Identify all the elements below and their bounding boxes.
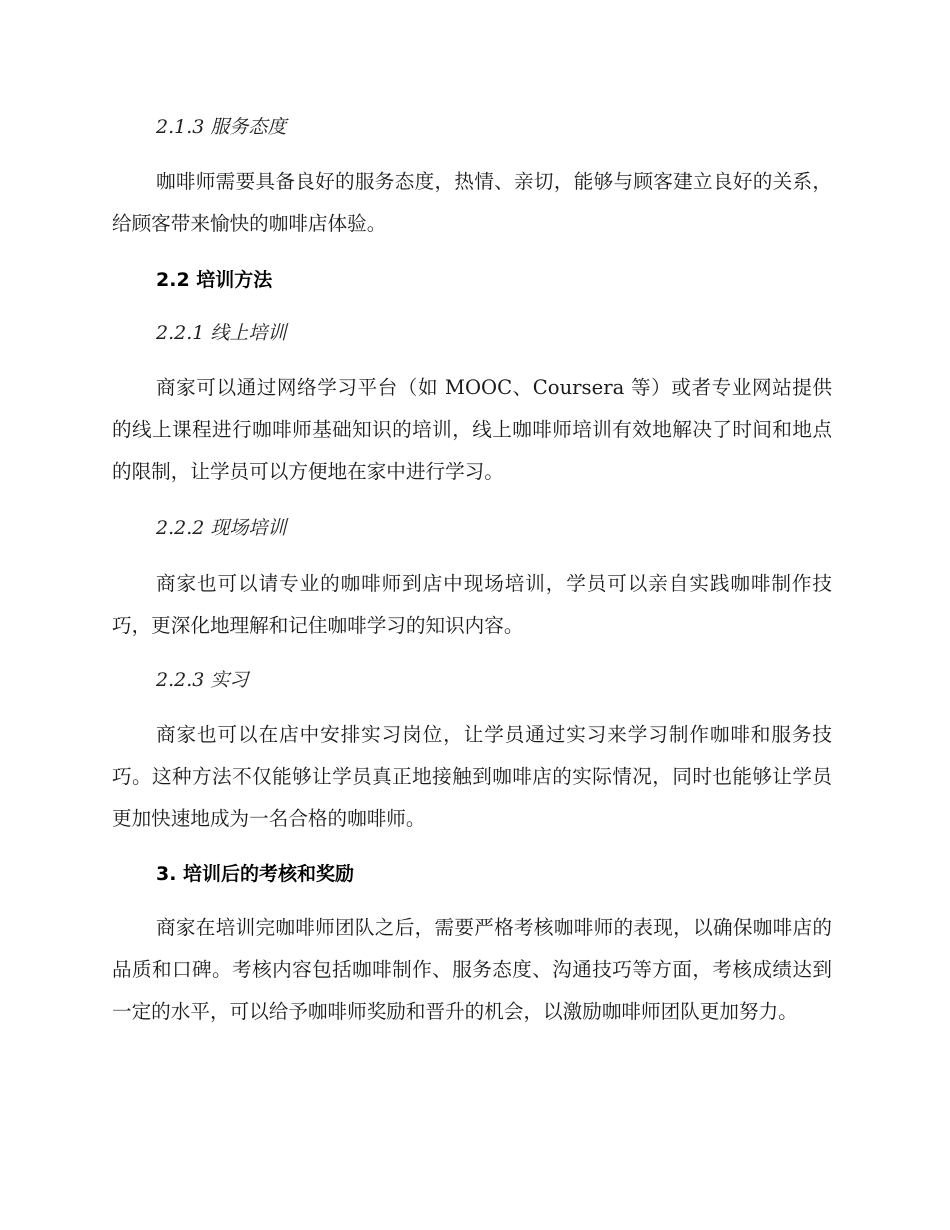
section-heading-3: 3. 培训后的考核和奖励 — [156, 863, 355, 885]
paragraph-assessment-rewards: 商家在培训完咖啡师团队之后，需要严格考核咖啡师的表现，以确保咖啡店的品质和口碑。考核内容包括咖啡制作、服务态度、沟通技巧等方面，考核成绩达到一定的水平，可以给予咖啡师奖励和晋升的机会，以激励咖啡师团队更加努力。 — [112, 916, 832, 1023]
subsection-heading-2-2-3: 2.2.3 实习 — [156, 669, 249, 691]
section-heading-2-2: 2.2 培训方法 — [156, 269, 273, 291]
subsection-heading-2-1-3: 2.1.3 服务态度 — [156, 116, 287, 138]
subsection-heading-2-2-2: 2.2.2 现场培训 — [156, 517, 287, 539]
paragraph-onsite-training: 商家也可以请专业的咖啡师到店中现场培训，学员可以亲自实践咖啡制作技巧，更深化地理解和记住咖啡学习的知识内容。 — [112, 572, 832, 637]
paragraph-internship: 商家也可以在店中安排实习岗位，让学员通过实习来学习制作咖啡和服务技巧。这种方法不仅能够让学员真正地接触到咖啡店的实际情况，同时也能够让学员更加快速地成为一名合格的咖啡师。 — [112, 723, 832, 830]
subsection-heading-2-2-1: 2.2.1 线上培训 — [156, 322, 287, 344]
paragraph-service-attitude: 咖啡师需要具备良好的服务态度，热情、亲切，能够与顾客建立良好的关系，给顾客带来愉快的咖啡店体验。 — [112, 170, 832, 235]
paragraph-online-training: 商家可以通过网络学习平台（如 MOOC、Coursera 等）或者专业网站提供的线上课程进行咖啡师基础知识的培训，线上咖啡师培训有效地解决了时间和地点的限制，让学员可以方便地在家中进行学习。 — [112, 376, 832, 483]
